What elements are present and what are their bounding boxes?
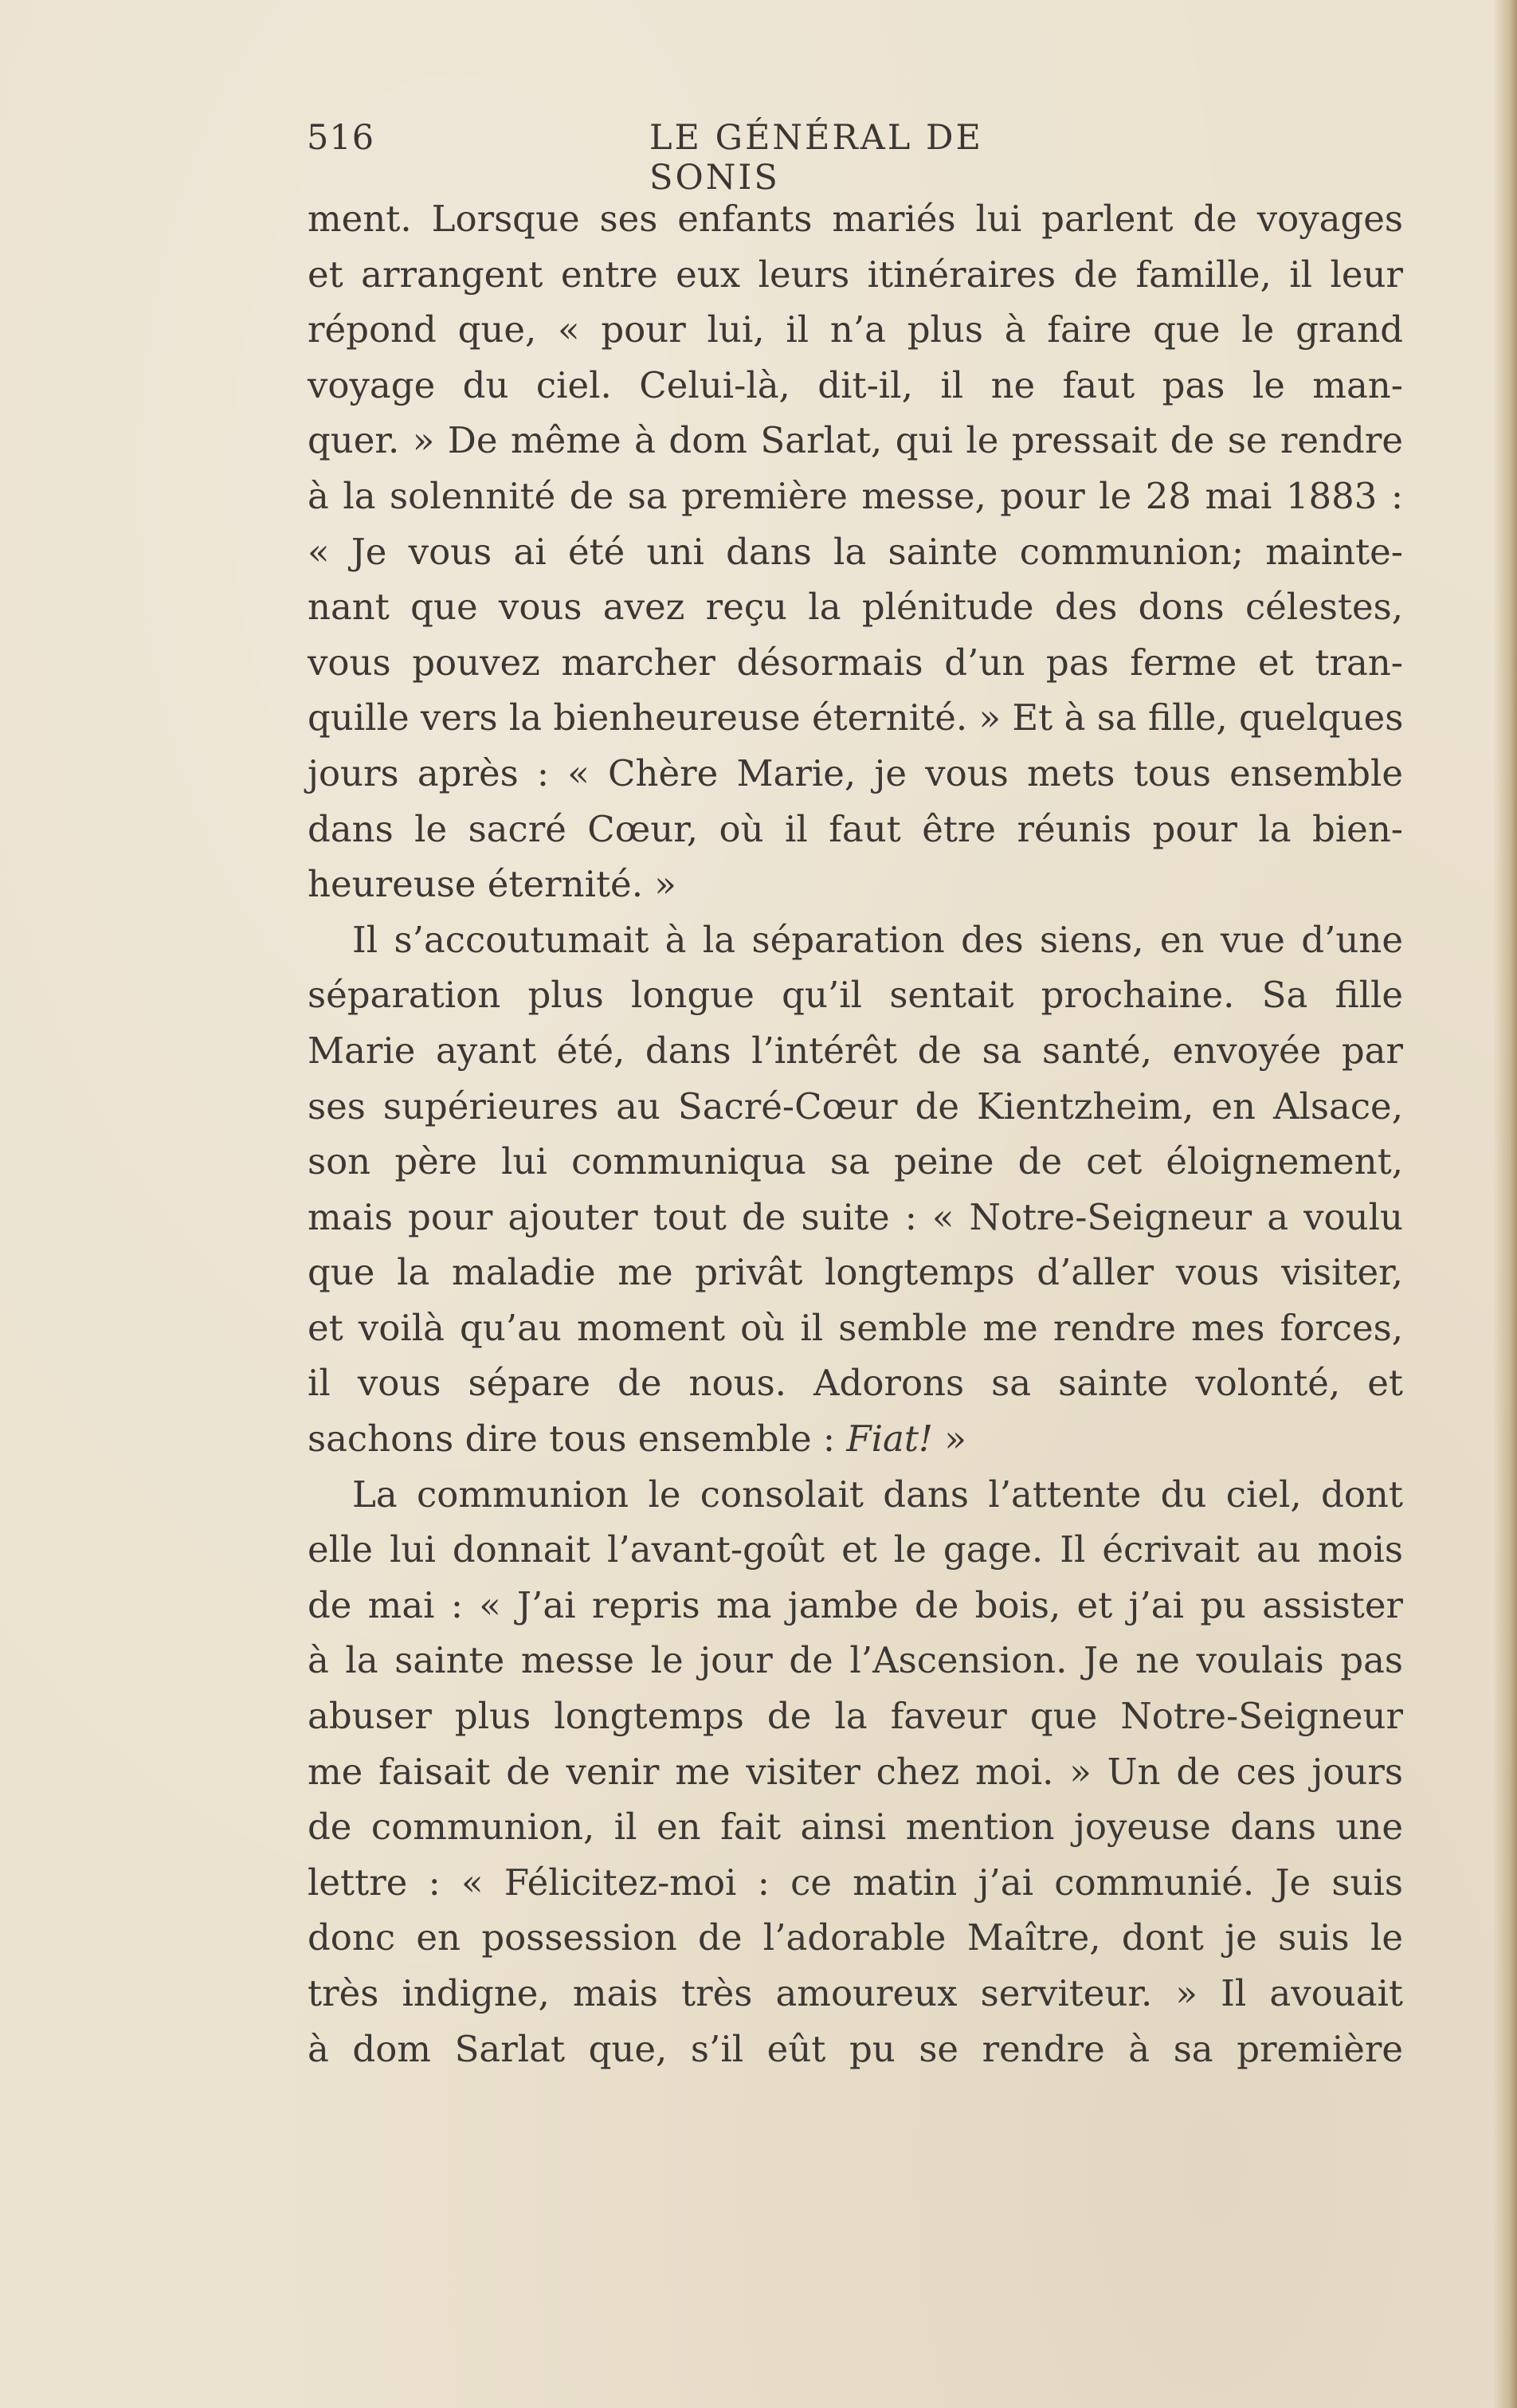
text-line: mais pour ajouter tout de suite : « Notre-Seigneur a voulu: [308, 1195, 1403, 1238]
text-line: de communion, il en fait ainsi mention joyeuse dans une: [308, 1806, 1403, 1849]
text-line: et voilà qu’au moment où il semble me rendre mes forces,: [308, 1306, 1403, 1349]
text-line: quer. » De même à dom Sarlat, qui le pressait de se rendre: [308, 419, 1403, 462]
paragraph-start-line: Il s’accoutumait à la séparation des siens, en vue d’une: [352, 918, 1403, 961]
text-line: elle lui donnait l’avant-goût et le gage. Il écrivait au mois: [308, 1528, 1403, 1571]
text-line: à la sainte messe le jour de l’Ascension. Je ne voulais pas: [308, 1639, 1403, 1682]
text-line: répond que, « pour lui, il n’a plus à faire que le grand: [308, 308, 1403, 351]
text-line: de mai : « J’ai repris ma jambe de bois, et j’ai pu assister: [308, 1583, 1403, 1626]
text-line: à dom Sarlat que, s’il eût pu se rendre à sa première: [308, 2027, 1403, 2070]
paragraph-start-line: La communion le consolait dans l’attente du ciel, dont: [352, 1473, 1403, 1516]
text-line: ment. Lorsque ses enfants mariés lui parlent de voyages: [308, 198, 1403, 240]
text-line: heureuse éternité. »: [308, 863, 676, 906]
text-line: quille vers la bienheureuse éternité. » Et à sa fille, quelques: [308, 696, 1404, 739]
text-line: « Je vous ai été uni dans la sainte communion; mainte-: [308, 530, 1403, 573]
text-line: jours après : « Chère Marie, je vous mets tous ensemble: [308, 751, 1403, 794]
text-line: voyage du ciel. Celui-là, dit-il, il ne faut pas le man-: [308, 363, 1403, 406]
text-line: vous pouvez marcher désormais d’un pas ferme et tran-: [308, 641, 1403, 684]
text-line: dans le sacré Cœur, où il faut être réunis pour la bien-: [308, 807, 1403, 850]
text-line: lettre : « Félicitez-moi : ce matin j’ai communié. Je suis: [308, 1861, 1403, 1904]
text-line: que la maladie me privât longtemps d’aller vous visiter,: [308, 1251, 1403, 1294]
text-line: à la solennité de sa première messe, pour le 28 mai 1883 :: [308, 474, 1403, 517]
text-line-start: sachons dire tous ensemble :: [308, 1418, 847, 1461]
page-edge-shadow: [1493, 0, 1517, 2408]
closing-quote: »: [933, 1418, 966, 1461]
text-line: me faisait de venir me visiter chez moi. » Un de ces jours: [308, 1750, 1403, 1793]
running-title: LE GÉNÉRAL DE SONIS: [649, 118, 983, 198]
body-text: [308, 191, 1403, 2077]
fiat-italic-word: Fiat!: [846, 1418, 934, 1461]
text-line: Marie ayant été, dans l’intérêt de sa santé, envoyée par: [308, 1029, 1403, 1072]
running-header: [307, 118, 1103, 198]
text-line: très indigne, mais très amoureux serviteur. » Il avouait: [308, 1972, 1403, 2014]
text-line: abuser plus longtemps de la faveur que Notre-Seigneur: [308, 1695, 1403, 1738]
text-line: et arrangent entre eux leurs itinéraires de famille, il leur: [308, 253, 1403, 296]
text-line: séparation plus longue qu’il sentait prochaine. Sa fille: [308, 974, 1403, 1017]
text-line-with-fiat: [308, 1411, 1403, 1467]
text-line: nant que vous avez reçu la plénitude des dons célestes,: [308, 586, 1403, 629]
text-line: donc en possession de l’adorable Maître, dont je suis le: [308, 1916, 1403, 1959]
page-number: 516: [307, 118, 375, 158]
text-line: il vous sépare de nous. Adorons sa sainte volonté, et: [308, 1362, 1403, 1405]
text-line: ses supérieures au Sacré-Cœur de Kientzheim, en Alsace,: [308, 1084, 1403, 1128]
text-line: son père lui communiqua sa peine de cet éloignement,: [308, 1140, 1403, 1183]
